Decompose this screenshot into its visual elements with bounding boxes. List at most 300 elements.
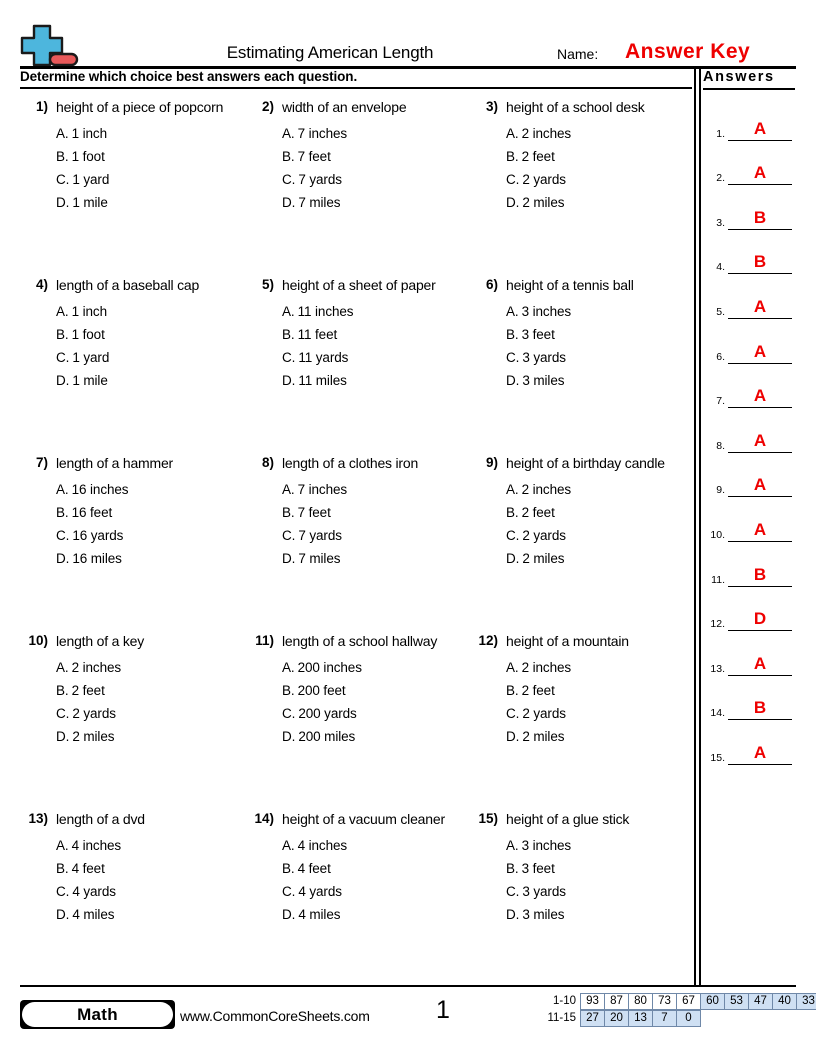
choice-label: A.: [506, 126, 519, 141]
choice-option[interactable]: [506, 478, 690, 501]
question-body: [506, 808, 690, 926]
score-cell: 33: [796, 993, 816, 1010]
choice-label: A.: [56, 304, 69, 319]
score-cell: 7: [652, 1010, 677, 1027]
question-text: height of a mountain: [506, 633, 629, 649]
choice-text: 1 inch: [71, 304, 107, 319]
choice-option[interactable]: [56, 656, 244, 679]
question-number: 14): [254, 811, 274, 826]
choice-text: 1 mile: [72, 195, 108, 210]
choice-option[interactable]: [56, 903, 244, 926]
score-cell: 60: [700, 993, 725, 1010]
question-text: width of an envelope: [282, 99, 407, 115]
choice-list: [282, 300, 468, 392]
choice-list: [56, 834, 244, 926]
choice-label: A.: [282, 304, 295, 319]
choice-text: 7 yards: [298, 172, 342, 187]
choice-text: 2 inches: [521, 126, 572, 141]
choice-label: B.: [56, 861, 69, 876]
choice-list: [282, 656, 468, 748]
choice-option[interactable]: [56, 369, 244, 392]
answer-number: 9.: [716, 484, 725, 497]
choice-label: A.: [56, 482, 69, 497]
choice-text: 16 yards: [72, 528, 124, 543]
answer-number: 5.: [716, 305, 725, 318]
question-number: 2): [261, 99, 274, 114]
answer-value: B: [753, 564, 767, 584]
choice-text: 2 miles: [522, 729, 565, 744]
choice-label: A.: [282, 838, 295, 853]
question-text: height of a glue stick: [506, 811, 630, 827]
choice-label: C.: [506, 172, 520, 187]
choice-list: [506, 834, 690, 926]
score-cell: 47: [748, 993, 773, 1010]
choice-option[interactable]: [56, 145, 244, 168]
choice-label: A.: [506, 482, 519, 497]
question-text: height of a sheet of paper: [282, 277, 436, 293]
choice-text: 3 inches: [521, 304, 572, 319]
choice-list: [282, 834, 468, 926]
choice-text: 11 feet: [297, 327, 338, 342]
question-item: [244, 630, 468, 808]
question-item: [18, 808, 244, 986]
choice-label: B.: [506, 149, 519, 164]
choice-option[interactable]: [506, 501, 690, 524]
choice-text: 3 yards: [522, 884, 566, 899]
choice-option[interactable]: [506, 857, 690, 880]
page-number: 1: [436, 996, 450, 1024]
score-cell: 13: [628, 1010, 653, 1027]
choice-text: 3 miles: [522, 373, 565, 388]
choice-list: [56, 122, 244, 214]
answer-number: 15.: [710, 751, 725, 764]
choice-option[interactable]: [282, 880, 468, 903]
choice-label: D.: [56, 373, 70, 388]
choice-list: [506, 656, 690, 748]
choice-text: 7 feet: [297, 505, 331, 520]
choice-option[interactable]: [282, 834, 468, 857]
choice-text: 1 inch: [71, 126, 107, 141]
score-cell: 0: [676, 1010, 701, 1027]
score-cell: 87: [604, 993, 629, 1010]
question-row: [18, 452, 690, 630]
answers-panel: [703, 68, 811, 764]
choice-option[interactable]: [282, 702, 468, 725]
choice-option[interactable]: [56, 168, 244, 191]
choice-option[interactable]: [506, 880, 690, 903]
answer-value: A: [753, 163, 767, 183]
choice-text: 2 yards: [522, 706, 566, 721]
choice-label: C.: [506, 528, 520, 543]
choice-option[interactable]: [56, 122, 244, 145]
choice-list: [282, 478, 468, 570]
question-number: 7): [35, 455, 48, 470]
choice-option[interactable]: [506, 679, 690, 702]
answer-row: [703, 720, 811, 765]
score-row-label: 11-15: [547, 1012, 576, 1024]
choice-label: B.: [282, 861, 295, 876]
question-row: [18, 808, 690, 986]
choice-option[interactable]: [56, 679, 244, 702]
score-cell: 20: [604, 1010, 629, 1027]
choice-text: 2 feet: [71, 683, 105, 698]
question-item: [244, 452, 468, 630]
choice-label: B.: [56, 683, 69, 698]
choice-label: A.: [282, 660, 295, 675]
answer-row: [703, 96, 811, 141]
choice-text: 2 feet: [521, 149, 555, 164]
choice-label: A.: [282, 126, 295, 141]
score-row: [532, 1010, 816, 1027]
answer-value: B: [753, 207, 767, 227]
choice-label: C.: [56, 350, 70, 365]
answer-number: 12.: [710, 618, 725, 631]
question-number: 12): [478, 633, 498, 648]
question-body: [506, 452, 690, 570]
choice-label: A.: [506, 660, 519, 675]
choice-option[interactable]: [56, 501, 244, 524]
question-body: [506, 630, 690, 748]
choice-text: 3 inches: [521, 838, 572, 853]
score-cell: 73: [652, 993, 677, 1010]
choice-label: D.: [282, 373, 296, 388]
choice-option[interactable]: [506, 547, 690, 570]
choice-option[interactable]: [56, 547, 244, 570]
score-row: [532, 993, 816, 1010]
choice-option[interactable]: [282, 656, 468, 679]
question-body: [506, 96, 690, 214]
choice-option[interactable]: [282, 501, 468, 524]
choice-list: [56, 656, 244, 748]
question-item: [18, 274, 244, 452]
answers-title-underline: [703, 88, 795, 90]
footer-divider: [20, 985, 796, 987]
choice-label: D.: [56, 551, 70, 566]
answer-row: [703, 453, 811, 498]
choice-option[interactable]: [282, 369, 468, 392]
answer-number: 13.: [710, 662, 725, 675]
question-body: [282, 274, 468, 392]
question-text: height of a piece of popcorn: [56, 99, 224, 115]
answer-row: [703, 185, 811, 230]
choice-option[interactable]: [506, 346, 690, 369]
question-text: length of a school hallway: [282, 633, 438, 649]
question-item: [468, 808, 690, 986]
question-body: [506, 274, 690, 392]
choice-text: 7 inches: [297, 482, 348, 497]
question-text: height of a school desk: [506, 99, 645, 115]
choice-label: C.: [506, 350, 520, 365]
question-body: [56, 630, 244, 748]
answer-value: B: [753, 252, 767, 272]
question-item: [468, 452, 690, 630]
choice-label: C.: [56, 884, 70, 899]
choice-label: A.: [506, 838, 519, 853]
answer-row: [703, 676, 811, 721]
question-body: [282, 808, 468, 926]
score-cell: 53: [724, 993, 749, 1010]
choice-list: [56, 478, 244, 570]
choice-text: 2 inches: [521, 482, 572, 497]
choice-option[interactable]: [506, 323, 690, 346]
question-item: [18, 630, 244, 808]
choice-option[interactable]: [56, 323, 244, 346]
question-text: height of a vacuum cleaner: [282, 811, 445, 827]
answer-number: 6.: [716, 350, 725, 363]
choice-option[interactable]: [56, 191, 244, 214]
choice-text: 7 miles: [298, 551, 341, 566]
question-item: [468, 96, 690, 274]
answer-value: B: [753, 698, 767, 718]
choice-option[interactable]: [282, 168, 468, 191]
choice-text: 4 yards: [298, 884, 342, 899]
question-text: height of a birthday candle: [506, 455, 665, 471]
choice-option[interactable]: [506, 903, 690, 926]
question-row: [18, 274, 690, 452]
question-number: 5): [261, 277, 274, 292]
choice-option[interactable]: [506, 725, 690, 748]
choice-option[interactable]: [56, 524, 244, 547]
choice-option[interactable]: [506, 191, 690, 214]
choice-text: 7 inches: [297, 126, 348, 141]
question-number: 13): [28, 811, 48, 826]
score-cell: 27: [580, 1010, 605, 1027]
choice-label: D.: [506, 907, 520, 922]
choice-option[interactable]: [506, 145, 690, 168]
answer-number: 8.: [716, 439, 725, 452]
choice-option[interactable]: [282, 679, 468, 702]
score-cell: 80: [628, 993, 653, 1010]
choice-label: C.: [282, 172, 296, 187]
choice-text: 7 feet: [297, 149, 331, 164]
question-body: [56, 452, 244, 570]
choice-text: 2 yards: [72, 706, 116, 721]
choice-label: B.: [506, 861, 519, 876]
choice-option[interactable]: [282, 547, 468, 570]
choice-option[interactable]: [56, 834, 244, 857]
choice-text: 3 feet: [521, 327, 555, 342]
question-item: [244, 274, 468, 452]
question-text: length of a key: [56, 633, 145, 649]
answers-list: [703, 96, 811, 765]
answer-value: A: [753, 475, 767, 495]
answer-number: 11.: [711, 573, 725, 586]
choice-option[interactable]: [56, 300, 244, 323]
choice-text: 2 feet: [521, 505, 555, 520]
choice-text: 11 miles: [298, 373, 347, 388]
answer-value: A: [753, 118, 767, 138]
choice-option[interactable]: [506, 834, 690, 857]
choice-label: D.: [282, 729, 296, 744]
question-number: 3): [485, 99, 498, 114]
choice-text: 200 inches: [297, 660, 362, 675]
answer-value: A: [753, 519, 767, 539]
answer-value: A: [753, 386, 767, 406]
choice-label: B.: [506, 505, 519, 520]
choice-option[interactable]: [56, 880, 244, 903]
choice-text: 2 miles: [522, 195, 565, 210]
question-number: 1): [35, 99, 48, 114]
answer-row: [703, 497, 811, 542]
choice-label: C.: [56, 706, 70, 721]
choice-label: D.: [56, 195, 70, 210]
choice-label: B.: [282, 505, 295, 520]
choice-label: B.: [506, 327, 519, 342]
score-cell: 93: [580, 993, 605, 1010]
choice-option[interactable]: [506, 702, 690, 725]
choice-label: D.: [506, 729, 520, 744]
choice-text: 2 inches: [521, 660, 572, 675]
choice-option[interactable]: [282, 903, 468, 926]
answer-row: [703, 542, 811, 587]
choice-option[interactable]: [282, 145, 468, 168]
question-body: [56, 808, 244, 926]
question-item: [18, 452, 244, 630]
score-cell: 40: [772, 993, 797, 1010]
choice-label: B.: [506, 683, 519, 698]
site-url-text: www.CommonCoreSheets.com: [180, 1008, 370, 1024]
question-number: 15): [478, 811, 498, 826]
answer-number: 3.: [716, 216, 725, 229]
answer-row: [703, 408, 811, 453]
answer-value: A: [753, 341, 767, 361]
choice-text: 2 yards: [522, 528, 566, 543]
choice-text: 2 feet: [521, 683, 555, 698]
answer-row: [703, 230, 811, 275]
question-text: length of a hammer: [56, 455, 174, 471]
choice-option[interactable]: [56, 346, 244, 369]
choice-text: 3 miles: [522, 907, 565, 922]
choice-label: D.: [282, 907, 296, 922]
choice-option[interactable]: [282, 191, 468, 214]
choice-label: A.: [56, 126, 69, 141]
choice-option[interactable]: [282, 122, 468, 145]
answer-value: A: [753, 742, 767, 762]
instruction-text: Determine which choice best answers each question.: [20, 69, 358, 84]
answer-row: [703, 274, 811, 319]
choice-label: B.: [56, 505, 69, 520]
choice-text: 200 feet: [297, 683, 346, 698]
choice-label: A.: [506, 304, 519, 319]
question-item: [244, 808, 468, 986]
question-body: [282, 96, 468, 214]
choice-list: [56, 300, 244, 392]
question-number: 10): [28, 633, 48, 648]
choice-label: B.: [56, 327, 69, 342]
choice-text: 4 inches: [71, 838, 122, 853]
choice-option[interactable]: [506, 369, 690, 392]
choice-option[interactable]: [282, 478, 468, 501]
choice-option[interactable]: [282, 857, 468, 880]
answers-panel-divider-right: [699, 66, 701, 985]
score-conversion-table: [532, 993, 816, 1027]
choice-label: A.: [282, 482, 295, 497]
name-label: Name:: [557, 46, 599, 62]
choice-option[interactable]: [506, 168, 690, 191]
answer-value: A: [753, 653, 767, 673]
answer-number: 2.: [716, 172, 725, 185]
choice-option[interactable]: [56, 857, 244, 880]
answer-blank-line[interactable]: [728, 764, 792, 765]
choice-text: 7 miles: [298, 195, 341, 210]
question-item: [18, 96, 244, 274]
choice-label: D.: [506, 373, 520, 388]
question-item: [244, 96, 468, 274]
choice-option[interactable]: [506, 300, 690, 323]
choice-text: 2 yards: [522, 172, 566, 187]
answer-number: 10.: [710, 528, 725, 541]
choice-option[interactable]: [282, 725, 468, 748]
answer-value: D: [753, 609, 767, 629]
choice-label: D.: [506, 195, 520, 210]
choice-label: D.: [282, 195, 296, 210]
choice-list: [506, 122, 690, 214]
question-row: [18, 630, 690, 808]
choice-text: 16 inches: [71, 482, 129, 497]
choice-option[interactable]: [282, 524, 468, 547]
choice-text: 1 foot: [71, 149, 105, 164]
choice-text: 2 inches: [71, 660, 122, 675]
choice-label: A.: [56, 838, 69, 853]
choice-text: 4 feet: [71, 861, 105, 876]
choice-option[interactable]: [282, 346, 468, 369]
answer-number: 1.: [716, 127, 725, 140]
choice-text: 3 yards: [522, 350, 566, 365]
choice-text: 11 yards: [298, 350, 349, 365]
choice-text: 1 yard: [72, 350, 110, 365]
question-row: [18, 96, 690, 274]
choice-option[interactable]: [56, 478, 244, 501]
choice-option[interactable]: [282, 300, 468, 323]
answer-value: A: [753, 430, 767, 450]
choice-option[interactable]: [56, 702, 244, 725]
choice-list: [506, 300, 690, 392]
choice-option[interactable]: [506, 122, 690, 145]
answer-row: [703, 364, 811, 409]
choice-text: 4 inches: [297, 838, 348, 853]
question-text: length of a dvd: [56, 811, 145, 827]
choice-text: 4 miles: [72, 907, 115, 922]
choice-label: C.: [506, 706, 520, 721]
choice-text: 4 yards: [72, 884, 116, 899]
choice-text: 4 miles: [298, 907, 341, 922]
choice-text: 3 feet: [521, 861, 555, 876]
answer-value: A: [753, 296, 767, 316]
choice-text: 200 yards: [298, 706, 357, 721]
choice-text: 1 foot: [71, 327, 105, 342]
answer-row: [703, 587, 811, 632]
question-item: [468, 274, 690, 452]
plus-minus-logo-icon: [20, 22, 82, 68]
choice-label: D.: [282, 551, 296, 566]
subject-badge: [20, 1000, 175, 1029]
question-body: [282, 630, 468, 748]
choice-label: B.: [282, 149, 295, 164]
choice-option[interactable]: [56, 725, 244, 748]
choice-label: D.: [506, 551, 520, 566]
instruction-divider: [20, 87, 692, 89]
answers-panel-divider-left: [694, 66, 696, 985]
page-header: [0, 0, 816, 68]
choice-option[interactable]: [506, 656, 690, 679]
choice-option[interactable]: [282, 323, 468, 346]
choice-text: 11 inches: [297, 304, 354, 319]
question-number: 9): [485, 455, 498, 470]
choice-text: 200 miles: [298, 729, 356, 744]
choice-text: 7 yards: [298, 528, 342, 543]
choice-option[interactable]: [506, 524, 690, 547]
choice-label: C.: [282, 884, 296, 899]
